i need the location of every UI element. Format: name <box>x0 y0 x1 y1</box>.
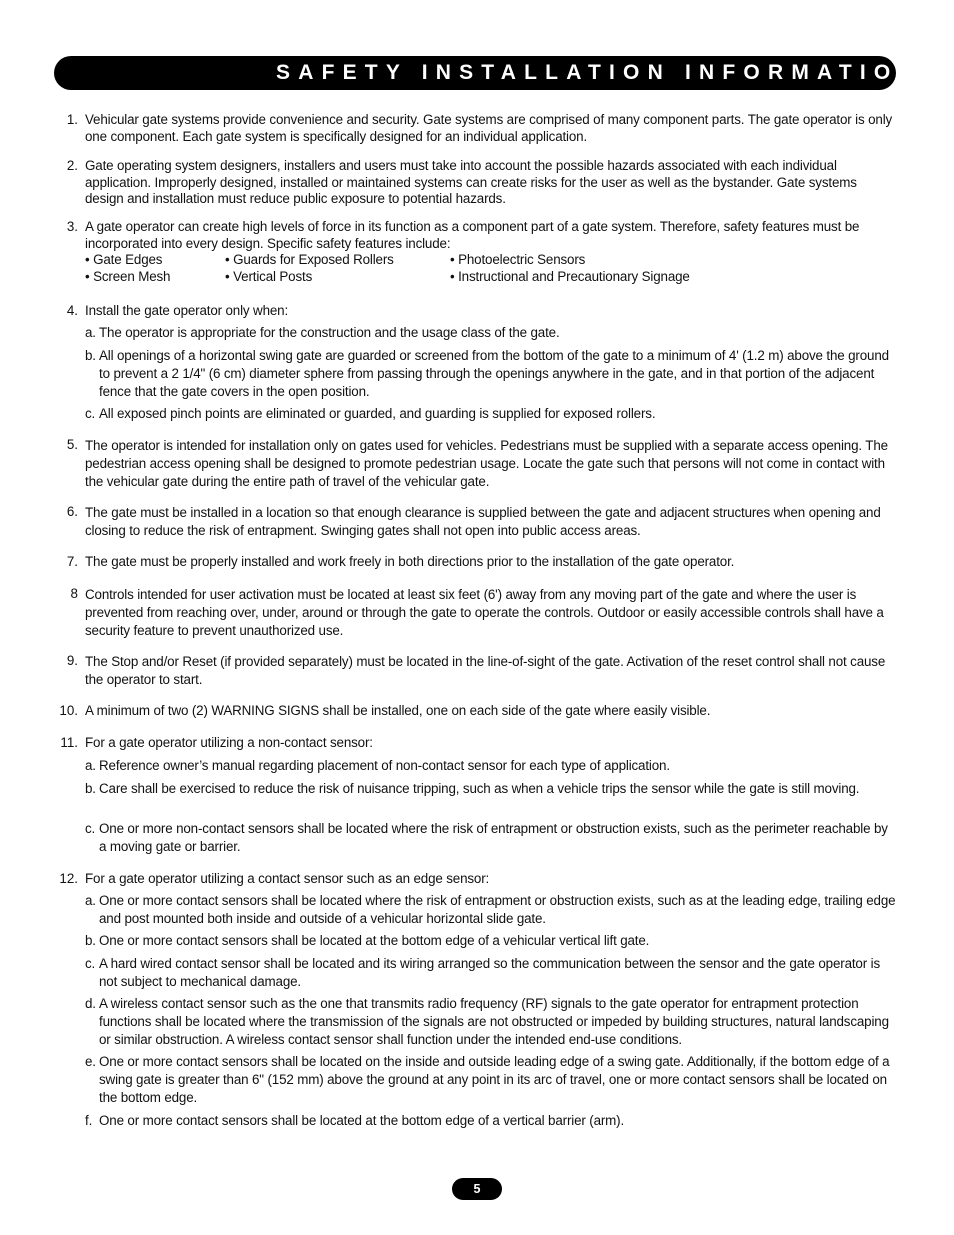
bullet-item: • Vertical Posts <box>225 268 313 284</box>
item-number: 9. <box>66 653 78 668</box>
sub-item-text: Care shall be exercised to reduce the risk of nuisance tripping, such as when a vehicle trips the sensor while the gate is still moving. <box>99 781 860 796</box>
item-number: 3. <box>66 219 78 234</box>
sub-item-letter: f. <box>85 1113 93 1128</box>
sub-item <box>85 347 897 401</box>
sub-item <box>85 780 897 798</box>
bullet-item: • Screen Mesh <box>85 268 171 284</box>
sub-item-text: One or more contact sensors shall be located at the bottom edge of a vertical barrier (arm). <box>99 1113 625 1128</box>
item-number: 12. <box>59 871 78 886</box>
item-text: Controls intended for user activation must be located at least six feet (6') away from any moving part of the gate and where the user is prevented from reaching over, under, around or through the gate to operate the controls. Outdoor or easily accessible controls shall have a security feature to prevent unauthorized use. <box>85 587 884 638</box>
item-text: The gate must be properly installed and work freely in both directions prior to the installation of the gate operator. <box>85 554 735 569</box>
sub-item-text: A wireless contact sensor such as the one that transmits radio frequency (RF) signals to the gate operator for entrapment protection functions shall be located where the transmission of the signals are not obstructed or impeded by building structures, natural landscaping or similar obstruction. A wireless contact sensor shall function under the intended end-use conditions. <box>99 996 889 1047</box>
sub-item-text: All openings of a horizontal swing gate are guarded or screened from the bottom of the gate to a minimum of 4' (1.2 m) above the ground to prevent a 2 1/4" (6 cm) diameter sphere from passing through the openings anywhere in the gate, and in that portion of the adjacent fence that the gate covers in the open position. <box>99 348 889 399</box>
item-number: 7. <box>66 554 78 569</box>
sub-item-text: One or more contact sensors shall be located where the risk of entrapment or obstruction exists, such as at the leading edge, trailing edge and post mounted both inside and outside of a vehicular horizontal slide gate. <box>99 893 896 926</box>
bullet-item: • Gate Edges <box>85 252 163 267</box>
item-number: 1. <box>66 112 78 127</box>
bullet-item: • Instructional and Precautionary Signage <box>450 268 690 284</box>
item-text: The gate must be installed in a location so that enough clearance is supplied between the gate and adjacent structures when opening and closing to reduce the risk of entrapment. Swinging gates shall not open into public access areas. <box>85 505 881 538</box>
sub-item <box>85 1053 897 1107</box>
bullet-item: • Photoelectric Sensors <box>450 252 586 267</box>
sub-item <box>85 995 897 1049</box>
item-number: 2. <box>66 158 78 173</box>
sub-item-text: The operator is appropriate for the construction and the usage class of the gate. <box>99 325 560 340</box>
sub-item <box>85 820 897 856</box>
sub-item-text: One or more contact sensors shall be located at the bottom edge of a vehicular vertical lift gate. <box>99 933 650 948</box>
item-text: Install the gate operator only when: <box>85 303 289 318</box>
page-number: 5 <box>473 1182 481 1196</box>
sub-item-text: Reference owner’s manual regarding placement of non-contact sensor for each type of application. <box>99 758 670 773</box>
item-text: A gate operator can create high levels of force in its function as a component part of a gate system. Therefore, safety features must be incorporated into every design. Specific safety features include: <box>85 219 860 251</box>
item-text: For a gate operator utilizing a non-contact sensor: <box>85 735 373 750</box>
item-number: 8 <box>70 586 78 601</box>
sub-item-letter: b. <box>85 933 96 948</box>
sub-item <box>85 324 897 342</box>
sub-item-text: One or more contact sensors shall be located on the inside and outside leading edge of a swing gate. Additionally, if the bottom edge of a swing gate is greater than 6" (152 mm) above the ground at any point in its arc of travel, one or more contact sensors shall be located on the bottom edge. <box>99 1054 890 1105</box>
item-text: For a gate operator utilizing a contact sensor such as an edge sensor: <box>85 871 490 886</box>
sub-item-letter: a. <box>85 325 96 340</box>
sub-item-letter: d. <box>85 996 96 1011</box>
sub-item-letter: c. <box>85 821 96 836</box>
bullet-item: • Guards for Exposed Rollers <box>225 252 394 267</box>
sub-item <box>85 1112 897 1130</box>
feature-bullets-row <box>85 269 897 286</box>
page-title: SAFETY INSTALLATION INFORMATION <box>276 61 922 84</box>
sub-item-letter: b. <box>85 781 96 796</box>
sub-item <box>85 955 897 991</box>
item-text: The operator is intended for installation only on gates used for vehicles. Pedestrians must be supplied with a separate access opening. The pedestrian access opening shall be designed to promote pedestrian usage. Locate the gate such that persons will not come in contact with the vehicular gate during the entire path of travel of the vehicular gate. <box>85 438 888 489</box>
sub-item-text: One or more non-contact sensors shall be located where the risk of entrapment or obstruction exists, such as the perimeter reachable by a moving gate or barrier. <box>99 821 888 854</box>
sub-item-letter: e. <box>85 1054 96 1069</box>
sub-item-text: A hard wired contact sensor shall be located and its wiring arranged so the communication between the sensor and the gate operator is not subject to mechanical damage. <box>99 956 880 989</box>
item-text: The Stop and/or Reset (if provided separately) must be located in the line-of-sight of the gate. Activation of the reset control shall not cause the operator to start. <box>85 654 886 687</box>
sub-item-letter: c. <box>85 956 96 971</box>
item-number: 4. <box>66 303 78 318</box>
sub-item-letter: a. <box>85 758 96 773</box>
feature-bullets-row <box>85 252 897 269</box>
item-number: 10. <box>59 703 78 718</box>
sub-item <box>85 932 897 950</box>
sub-item-letter: b. <box>85 348 96 363</box>
sub-item-text: All exposed pinch points are eliminated or guarded, and guarding is supplied for exposed rollers. <box>99 406 656 421</box>
item-number: 11. <box>60 735 78 750</box>
page-number-badge <box>452 1178 502 1200</box>
sub-item <box>85 757 897 775</box>
item-number: 6. <box>66 504 78 519</box>
sub-item-letter: c. <box>85 406 96 421</box>
section-header-banner <box>54 56 922 90</box>
item-number: 5. <box>66 437 78 452</box>
sub-item <box>85 892 897 928</box>
item-text: A minimum of two (2) WARNING SIGNS shall be installed, one on each side of the gate where easily visible. <box>85 703 711 718</box>
sub-item <box>85 405 897 423</box>
sub-item-letter: a. <box>85 893 96 908</box>
item-text: Vehicular gate systems provide convenience and security. Gate systems are comprised of many component parts. The gate operator is only one component. Each gate system is specifically designed for an individual application. <box>85 112 893 144</box>
item-text: Gate operating system designers, installers and users must take into account the possible hazards associated with each individual application. Improperly designed, installed or maintained systems can create risks for the user as well as the bystander. Gate systems design and installation must reduce public exposure to potential hazards. <box>85 158 857 206</box>
